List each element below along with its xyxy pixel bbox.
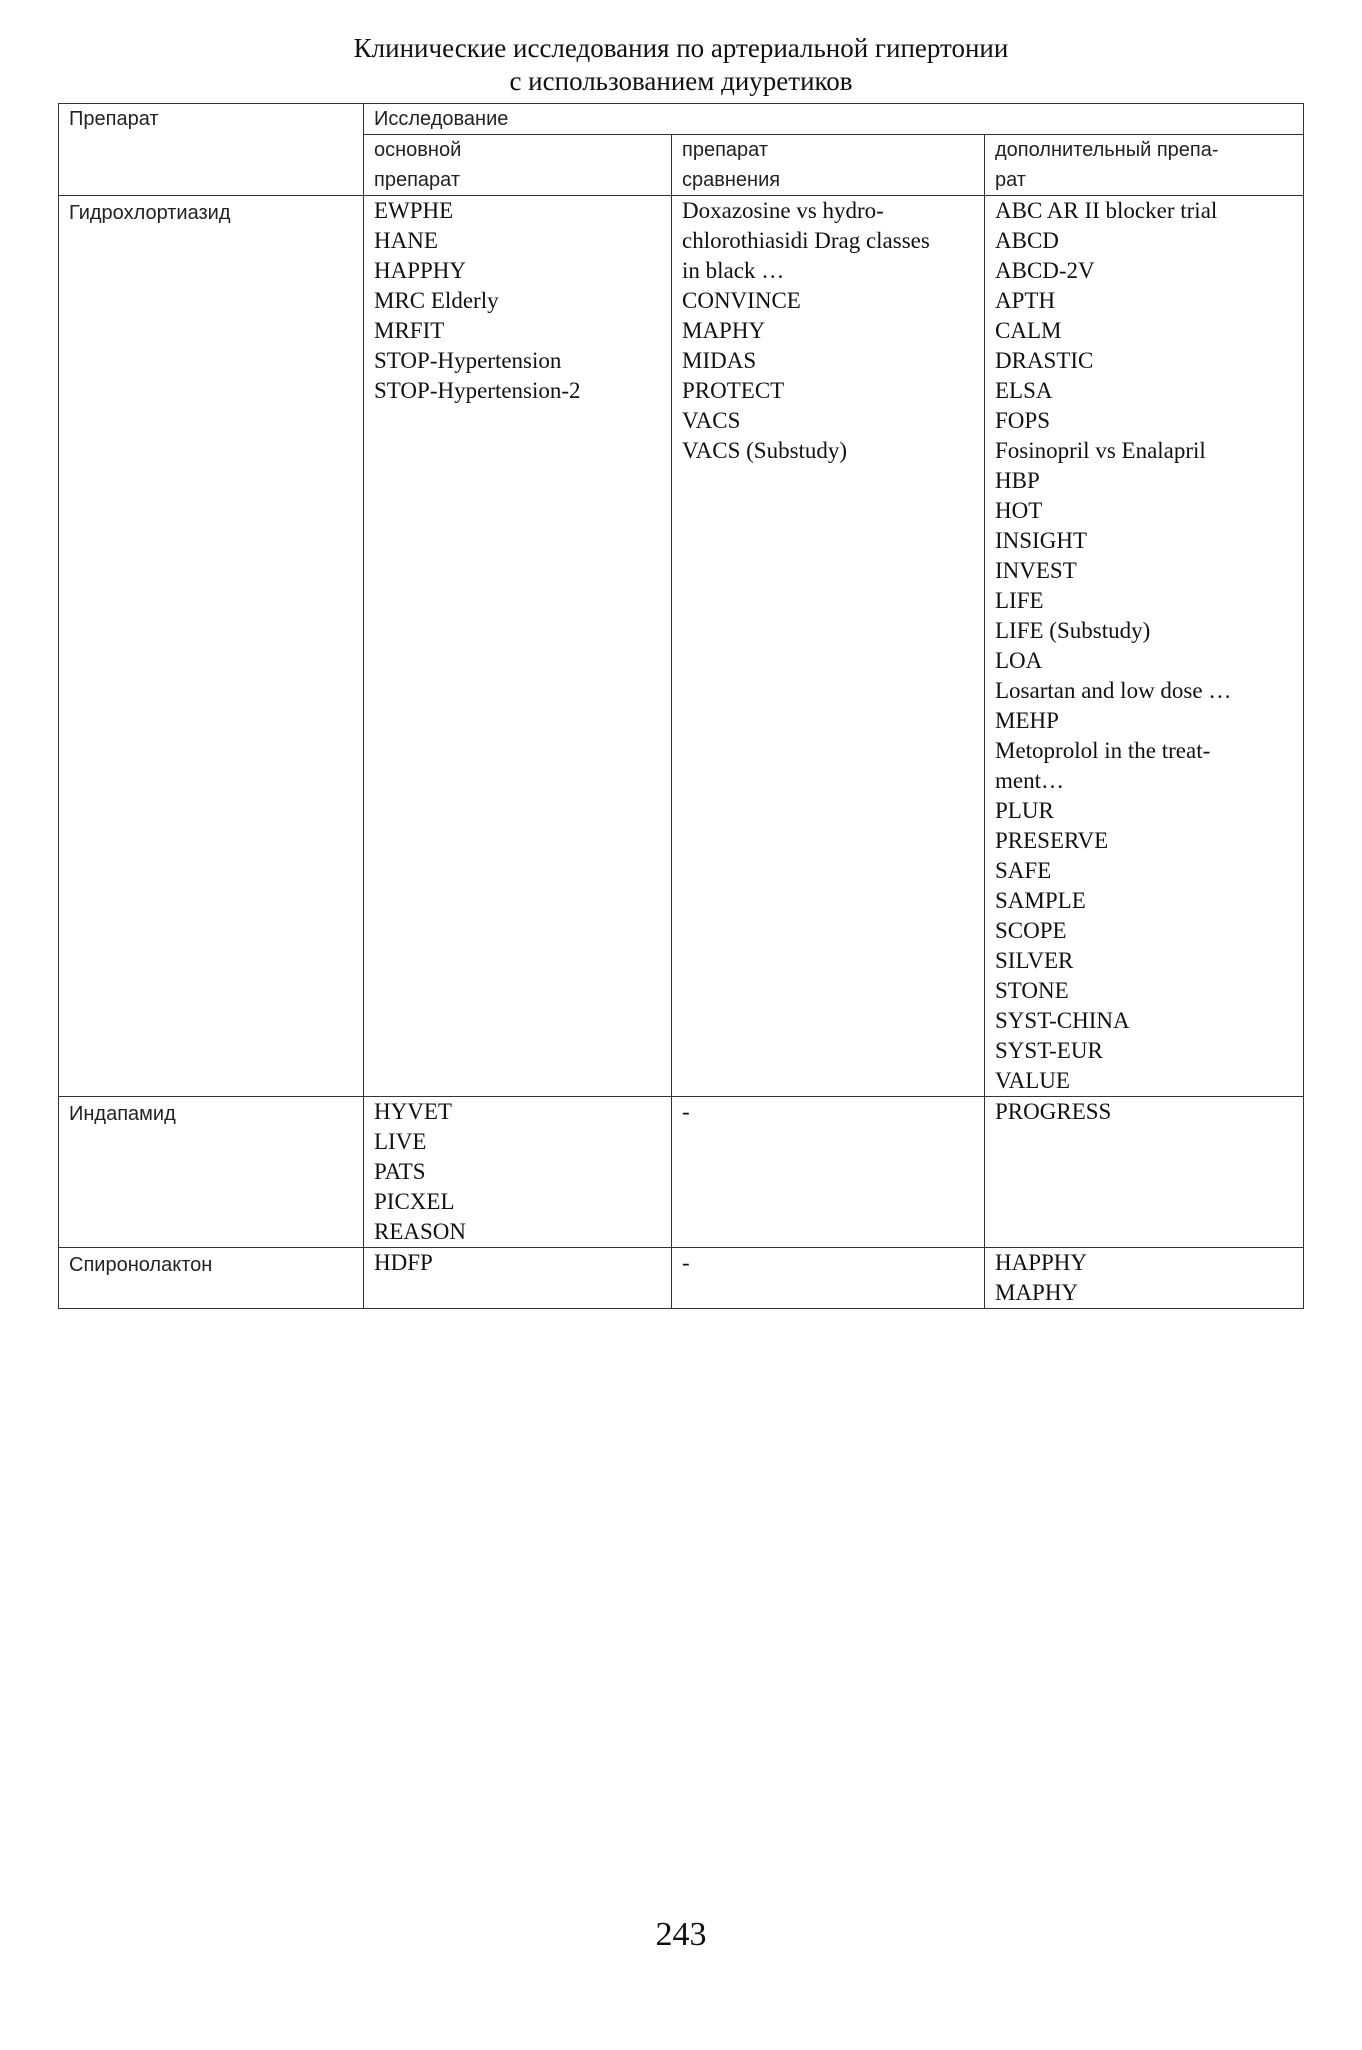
study-entry: Fosinopril vs Enalapril	[995, 438, 1206, 463]
study-entry: MAPHY	[682, 318, 766, 343]
study-entry: REASON	[374, 1219, 467, 1244]
study-entry: SYST-CHINA	[995, 1008, 1130, 1033]
comparison-studies-cell	[672, 1097, 985, 1248]
study-entry: VALUE	[995, 1068, 1070, 1093]
header-drug: Препарат	[59, 104, 364, 196]
study-entry: -	[682, 1099, 690, 1124]
study-entry: MEHP	[995, 708, 1059, 733]
study-entry: INVEST	[995, 558, 1077, 583]
table-row	[59, 1248, 1304, 1309]
study-entry: HOT	[995, 498, 1043, 523]
study-entry: CALM	[995, 318, 1062, 343]
header-additional-drug: дополнительный препа- рат	[985, 135, 1304, 196]
study-entry: HYVET	[374, 1099, 452, 1124]
drug-name-cell	[59, 1097, 364, 1248]
study-entry: PICXEL	[374, 1189, 455, 1214]
study-entry: PLUR	[995, 798, 1054, 823]
study-entry: VACS	[682, 408, 741, 433]
study-entry: Metoprolol in the treat-	[995, 738, 1211, 763]
header-comparison-drug: препарат сравнения	[672, 135, 985, 196]
study-entry: ABCD-2V	[995, 258, 1095, 283]
study-entry: HDFP	[374, 1250, 433, 1275]
title-line-1: Клинические исследования по артериальной гипертонии	[353, 33, 1009, 63]
study-entry: CONVINCE	[682, 288, 801, 313]
additional-studies-cell	[985, 1248, 1304, 1309]
study-entry: VACS (Substudy)	[682, 438, 848, 463]
study-entry: MIDAS	[682, 348, 757, 373]
study-entry: PROTECT	[682, 378, 785, 403]
study-entry: PRESERVE	[995, 828, 1109, 853]
drug-name: Спиронолактон	[69, 1254, 213, 1276]
study-entry: HAPPHY	[374, 258, 467, 283]
additional-studies-cell	[985, 1097, 1304, 1248]
study-entry: HANE	[374, 228, 438, 253]
drug-name: Гидрохлортиазид	[69, 202, 231, 224]
drug-name-cell	[59, 1248, 364, 1309]
study-entry: LIFE (Substudy)	[995, 618, 1151, 643]
comparison-studies-cell	[672, 196, 985, 1097]
study-entry: SAMPLE	[995, 888, 1086, 913]
study-entry: HBP	[995, 468, 1040, 493]
study-entry: ELSA	[995, 378, 1053, 403]
document-title	[0, 32, 1362, 98]
main-studies-cell	[364, 1248, 672, 1309]
comparison-studies-cell	[672, 1248, 985, 1309]
study-entry: PROGRESS	[995, 1099, 1112, 1124]
drug-name-cell	[59, 196, 364, 1097]
title-line-2: с использованием диуретиков	[509, 66, 853, 96]
study-entry: SAFE	[995, 858, 1052, 883]
study-entry: LOA	[995, 648, 1043, 673]
header-row-1	[59, 104, 1304, 135]
study-entry: EWPHE	[374, 198, 454, 223]
study-entry: LIFE	[995, 588, 1044, 613]
study-entry: Doxazosine vs hydro-	[682, 198, 884, 223]
study-entry: SILVER	[995, 948, 1074, 973]
header-main-drug: основной препарат	[364, 135, 672, 196]
study-entry: MAPHY	[995, 1280, 1079, 1305]
study-entry: STOP-Hypertension	[374, 348, 562, 373]
study-entry: ment…	[995, 768, 1064, 793]
study-entry: DRASTIC	[995, 348, 1094, 373]
study-entry: FOPS	[995, 408, 1050, 433]
study-entry: STOP-Hypertension-2	[374, 378, 581, 403]
study-entry: chlorothiasidi Drag classes	[682, 228, 930, 253]
additional-studies-cell	[985, 196, 1304, 1097]
main-studies-cell	[364, 1097, 672, 1248]
study-entry: INSIGHT	[995, 528, 1087, 553]
study-entry: LIVE	[374, 1129, 427, 1154]
study-entry: MRFIT	[374, 318, 445, 343]
study-entry: in black …	[682, 258, 785, 283]
study-entry: SCOPE	[995, 918, 1067, 943]
study-entry: SYST-EUR	[995, 1038, 1103, 1063]
main-studies-cell	[364, 196, 672, 1097]
study-entry: -	[682, 1250, 690, 1275]
trials-table	[58, 103, 1304, 1309]
study-entry: Losartan and low dose …	[995, 678, 1232, 703]
header-study: Исследование	[364, 104, 1304, 135]
study-entry: MRC Elderly	[374, 288, 499, 313]
drug-name: Индапамид	[69, 1103, 176, 1125]
study-entry: ABC AR II blocker trial	[995, 198, 1218, 223]
table-row	[59, 196, 1304, 1097]
table-row	[59, 1097, 1304, 1248]
study-entry: ABCD	[995, 228, 1059, 253]
study-entry: PATS	[374, 1159, 426, 1184]
study-entry: STONE	[995, 978, 1069, 1003]
study-entry: APTH	[995, 288, 1056, 313]
page-number: 243	[655, 1916, 707, 1953]
study-entry: HAPPHY	[995, 1250, 1088, 1275]
